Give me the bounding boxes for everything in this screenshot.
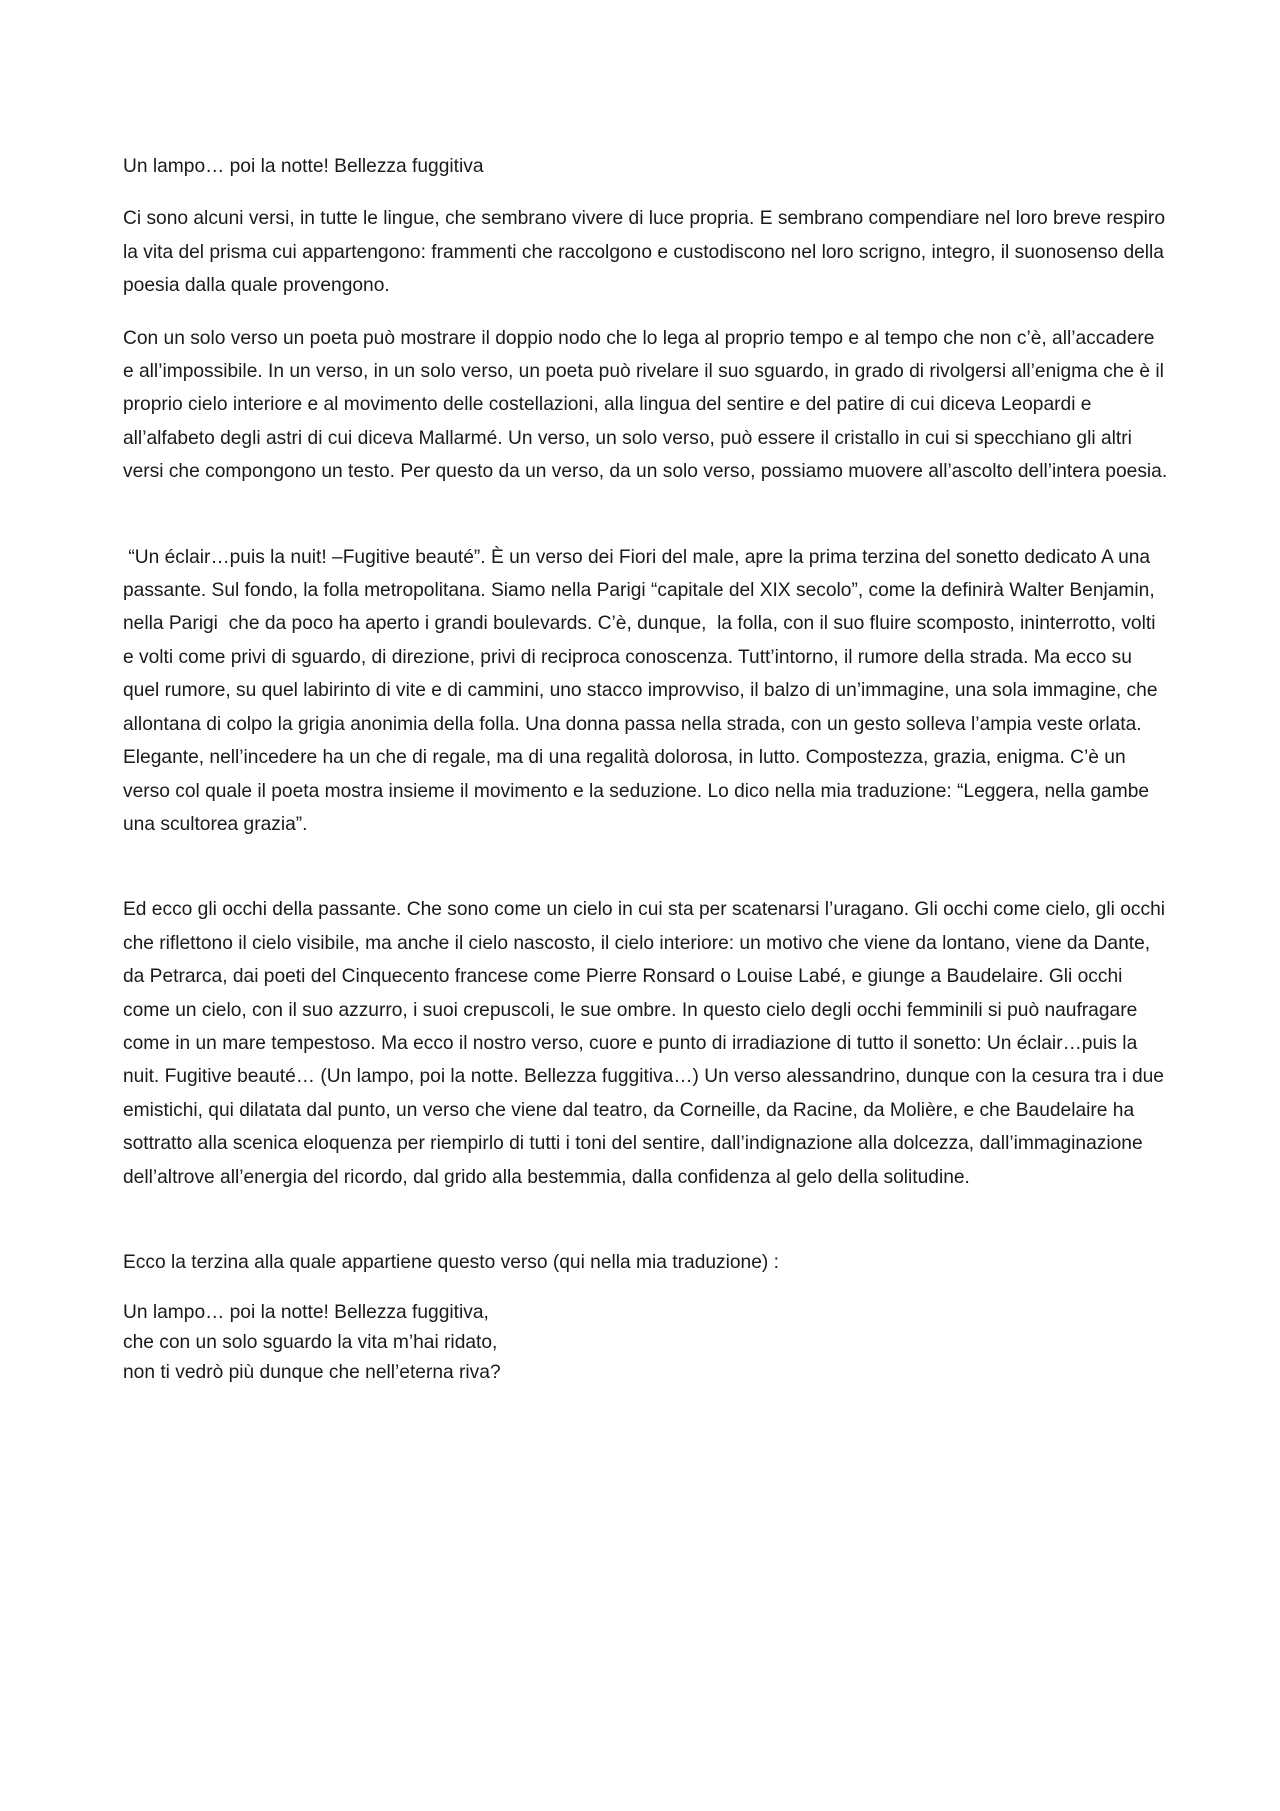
tercet-line-1: Un lampo… poi la notte! Bellezza fuggitiva, [123, 1302, 489, 1324]
paragraph-tercet-intro: Ecco la terzina alla quale appartiene questo verso (qui nella mia traduzione) : [123, 1251, 779, 1273]
tercet-line-2: che con un solo sguardo la vita m’hai ridato, [123, 1332, 498, 1354]
paragraph-intro: Ci sono alcuni versi, in tutte le lingue, che sembrano vivere di luce propria. E sembrano compendiare nel loro breve respiro la vita del prisma cui appartengono: frammenti che raccolgono e custodiscono nel loro scrigno, integro, il suonosenso della poesia dalla quale provengono. [123, 208, 1165, 297]
paragraph-passante: “Un éclair…puis la nuit! –Fugitive beauté”. È un verso dei Fiori del male, apre la prima terzina del sonetto dedicato A una passante. Sul fondo, la folla metropolitana. Siamo nella Parigi “capitale del XIX secolo”, come la definirà Walter Benjamin, nella Parigi che da poco ha aperto i grandi boulevards. C’è, dunque, la folla, con il suo fluire scomposto, ininterrotto, volti e volti come privi di sguardo, di direzione, privi di reciproca conoscenza. Tutt’intorno, il rumore della strada. Ma ecco su quel rumore, su quel labirinto di vite e di cammini, uno stacco improvviso, il balzo di un’immagine, una sola immagine, che allontana di colpo la grigia anonimia della folla. Una donna passa nella strada, con un gesto solleva l’ampia veste orlata. Elegante, nell’incedere ha un che di regale, ma di una regalità dolorosa, in lutto. Compostezza, grazia, enigma. C’è un verso col quale il poeta mostra insieme il movimento e la seduzione. Lo dico nella mia traduzione: “Leggera, nella gambe una scultorea grazia”. [123, 546, 1163, 835]
document-page [123, 150, 1168, 1388]
tercet-line-3: non ti vedrò più dunque che nell’eterna riva? [123, 1362, 501, 1384]
tercet [123, 1298, 1168, 1388]
document-title: Un lampo… poi la notte! Bellezza fuggitiva [123, 156, 484, 177]
paragraph-eyes: Ed ecco gli occhi della passante. Che sono come un cielo in cui sta per scatenarsi l’uragano. Gli occhi come cielo, gli occhi che riflettono il cielo visibile, ma anche il cielo nascosto, il cielo interiore: un motivo che viene da lontano, viene da Dante, da Petrarca, dai poeti del Cinquecento francese come Pierre Ronsard o Louise Labé, e giunge a Baudelaire. Gli occhi come un cielo, con il suo azzurro, i suoi crepuscoli, le sue ombre. In questo cielo degli occhi femminili si può naufragare come in un mare tempestoso. Ma ecco il nostro verso, cuore e punto di irradiazione di tutto il sonetto: Un éclair…puis la nuit. Fugitive beauté… (Un lampo, poi la notte. Bellezza fuggitiva…) Un verso alessandrino, dunque con la cesura tra i due emistichi, qui dilatata dal punto, un verso che viene dal teatro, da Corneille, da Racine, da Molière, e che Baudelaire ha sottratto alla scenica eloquenza per riempirlo di tutti i toni del sentire, dall’indignazione alla dolcezza, dall’immaginazione dell’altrove all’energia del ricordo, dal grido alla bestemmia, dalla confidenza al gelo della solitudine. [123, 899, 1165, 1188]
paragraph-single-verse: Con un solo verso un poeta può mostrare il doppio nodo che lo lega al proprio tempo e al tempo che non c’è, all’accadere e all’impossibile. In un verso, in un solo verso, un poeta può rivelare il suo sguardo, in grado di rivolgersi all’enigma che è il proprio cielo interiore e al movimento delle costellazioni, alla lingua del sentire e del patire di cui diceva Leopardi e all’alfabeto degli astri di cui diceva Mallarmé. Un verso, un solo verso, può essere il cristallo in cui si specchiano gli altri versi che compongono un testo. Per questo da un verso, da un solo verso, possiamo muovere all’ascolto dell’intera poesia. [123, 327, 1168, 483]
